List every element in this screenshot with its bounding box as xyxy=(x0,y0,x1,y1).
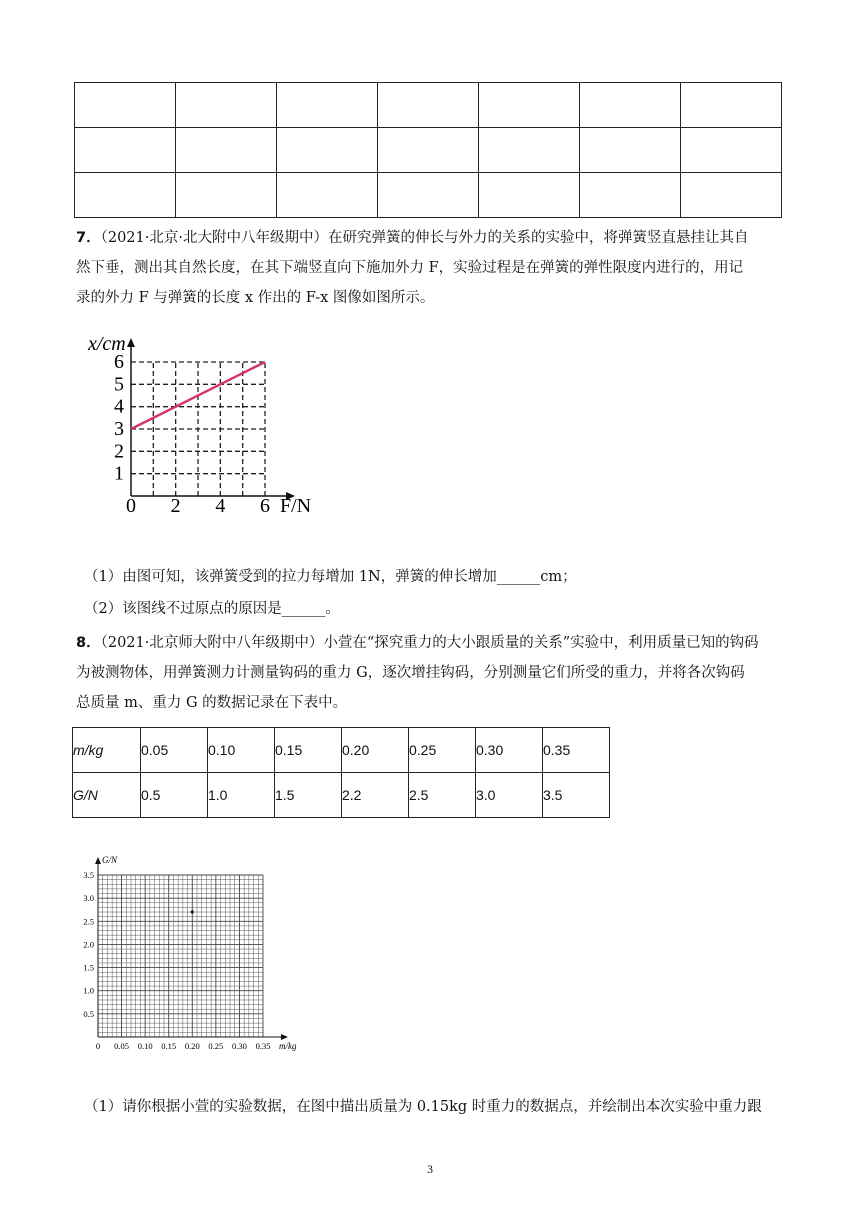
table-row-mass xyxy=(73,728,610,773)
table-cell: 0.30 xyxy=(476,728,543,773)
q8-line1: （2021·北京师大附中八年级期中）小萱在“探究重力的大小跟质量的关系”实验中，利用质量已知的钩码 xyxy=(100,635,759,651)
q7-line3: 录的外力 F 与弹簧的长度 x 作出的 F-x 图像如图所示。 xyxy=(76,290,435,306)
table-cell: 0.15 xyxy=(275,728,342,773)
chart1-ylabel: x/cm xyxy=(88,333,126,355)
y-tick-label: 1.5 xyxy=(83,962,94,973)
x-tick-label: 4 xyxy=(215,495,226,517)
table-cell: 0.05 xyxy=(141,728,208,773)
chart2-xlabel: m/kg xyxy=(279,1041,297,1051)
y-tick-label: 1.0 xyxy=(83,985,94,996)
table-header-mass: m/kg xyxy=(73,728,141,773)
fx-chart xyxy=(76,326,336,522)
x-tick-label: 0 xyxy=(126,495,136,517)
q7-sub1: （1）由图可知，该弹簧受到的拉力每增加 1N，弹簧的伸长增加______cm； xyxy=(84,569,577,585)
empty-table xyxy=(74,82,782,218)
table-cell: 0.25 xyxy=(409,728,476,773)
table-row-weight xyxy=(73,773,610,818)
y-tick-label: 0.5 xyxy=(83,1008,94,1019)
y-tick-label: 3.5 xyxy=(83,870,94,880)
y-tick-label: 3 xyxy=(114,418,124,440)
chart1-grid xyxy=(131,362,265,496)
chart2-series xyxy=(191,910,194,913)
y-tick-label: 4 xyxy=(114,395,124,418)
q8-line2: 为被测物体，用弹簧测力计测量钩码的重力 G，逐次增挂钩码，分别测量它们所受的重力，并将各次钩码 xyxy=(76,665,745,681)
y-tick-label: 2.5 xyxy=(83,916,94,927)
table-header-weight: G/N xyxy=(73,773,141,818)
table-cell: 1.0 xyxy=(208,773,275,818)
q8-text xyxy=(76,628,786,718)
mass-weight-table xyxy=(72,727,610,818)
table-cell: 0.5 xyxy=(141,773,208,818)
q7-sub2: （2）该图线不过原点的原因是______。 xyxy=(84,601,340,617)
table-cell: 0.10 xyxy=(208,728,275,773)
table-row xyxy=(75,83,782,128)
x-tick-label: 0.10 xyxy=(137,1041,153,1051)
chart1-tick-labels xyxy=(114,351,270,517)
x-tick-label: 6 xyxy=(260,495,270,517)
table-cell: 3.0 xyxy=(476,773,543,818)
data-point xyxy=(191,910,194,913)
q8-line3: 总质量 m、重力 G 的数据记录在下表中。 xyxy=(76,695,348,711)
x-axis-arrow xyxy=(281,1034,288,1040)
y-tick-label: 5 xyxy=(114,373,124,396)
table-row xyxy=(75,173,782,218)
chart1-xlabel: F/N xyxy=(280,495,312,517)
y-tick-label: 2 xyxy=(114,440,124,463)
q8-sub1: （1）请你根据小萱的实验数据，在图中描出质量为 0.15kg 时重力的数据点，并绘制出本次实验中重力跟 xyxy=(84,1099,762,1115)
q7-line2: 然下垂，测出其自然长度，在其下端竖直向下施加外力 F，实验过程是在弹簧的弹性限度内进行的，用记 xyxy=(76,260,744,276)
q7-number: 7． xyxy=(76,230,101,246)
y-axis-arrow xyxy=(95,857,101,864)
q7-line1: （2021·北京·北大附中八年级期中）在研究弹簧的伸长与外力的关系的实验中，将弹簧竖直悬挂让其自 xyxy=(100,230,749,246)
y-tick-label: 2.0 xyxy=(83,939,94,950)
x-tick-label: 0.25 xyxy=(208,1041,224,1051)
y-axis-arrow xyxy=(127,338,135,347)
gm-chart xyxy=(76,852,306,1058)
y-tick-label: 6 xyxy=(114,351,124,373)
table-cell: 0.20 xyxy=(342,728,409,773)
y-tick-label: 1 xyxy=(114,462,124,485)
chart2-grid xyxy=(98,875,263,1037)
chart2-ylabel: G/N xyxy=(102,855,118,865)
x-tick-label: 0.20 xyxy=(184,1041,200,1051)
q7-text xyxy=(76,223,786,313)
table-cell: 2.5 xyxy=(409,773,476,818)
page-number: 3 xyxy=(427,1162,433,1176)
x-tick-label: 0.15 xyxy=(161,1041,177,1051)
y-tick-label: 3.0 xyxy=(83,893,94,904)
x-tick-label: 2 xyxy=(170,495,181,517)
table-row xyxy=(75,128,782,173)
x-tick-label: 0 xyxy=(95,1041,101,1051)
table-cell: 1.5 xyxy=(275,773,342,818)
x-tick-label: 0.30 xyxy=(231,1041,247,1051)
chart2-tick-labels xyxy=(83,870,270,1051)
q8-number: 8． xyxy=(76,635,101,651)
x-tick-label: 0.05 xyxy=(114,1041,130,1051)
x-tick-label: 0.35 xyxy=(255,1041,271,1051)
table-cell: 2.2 xyxy=(342,773,409,818)
table-cell: 3.5 xyxy=(543,773,610,818)
table-cell: 0.35 xyxy=(543,728,610,773)
